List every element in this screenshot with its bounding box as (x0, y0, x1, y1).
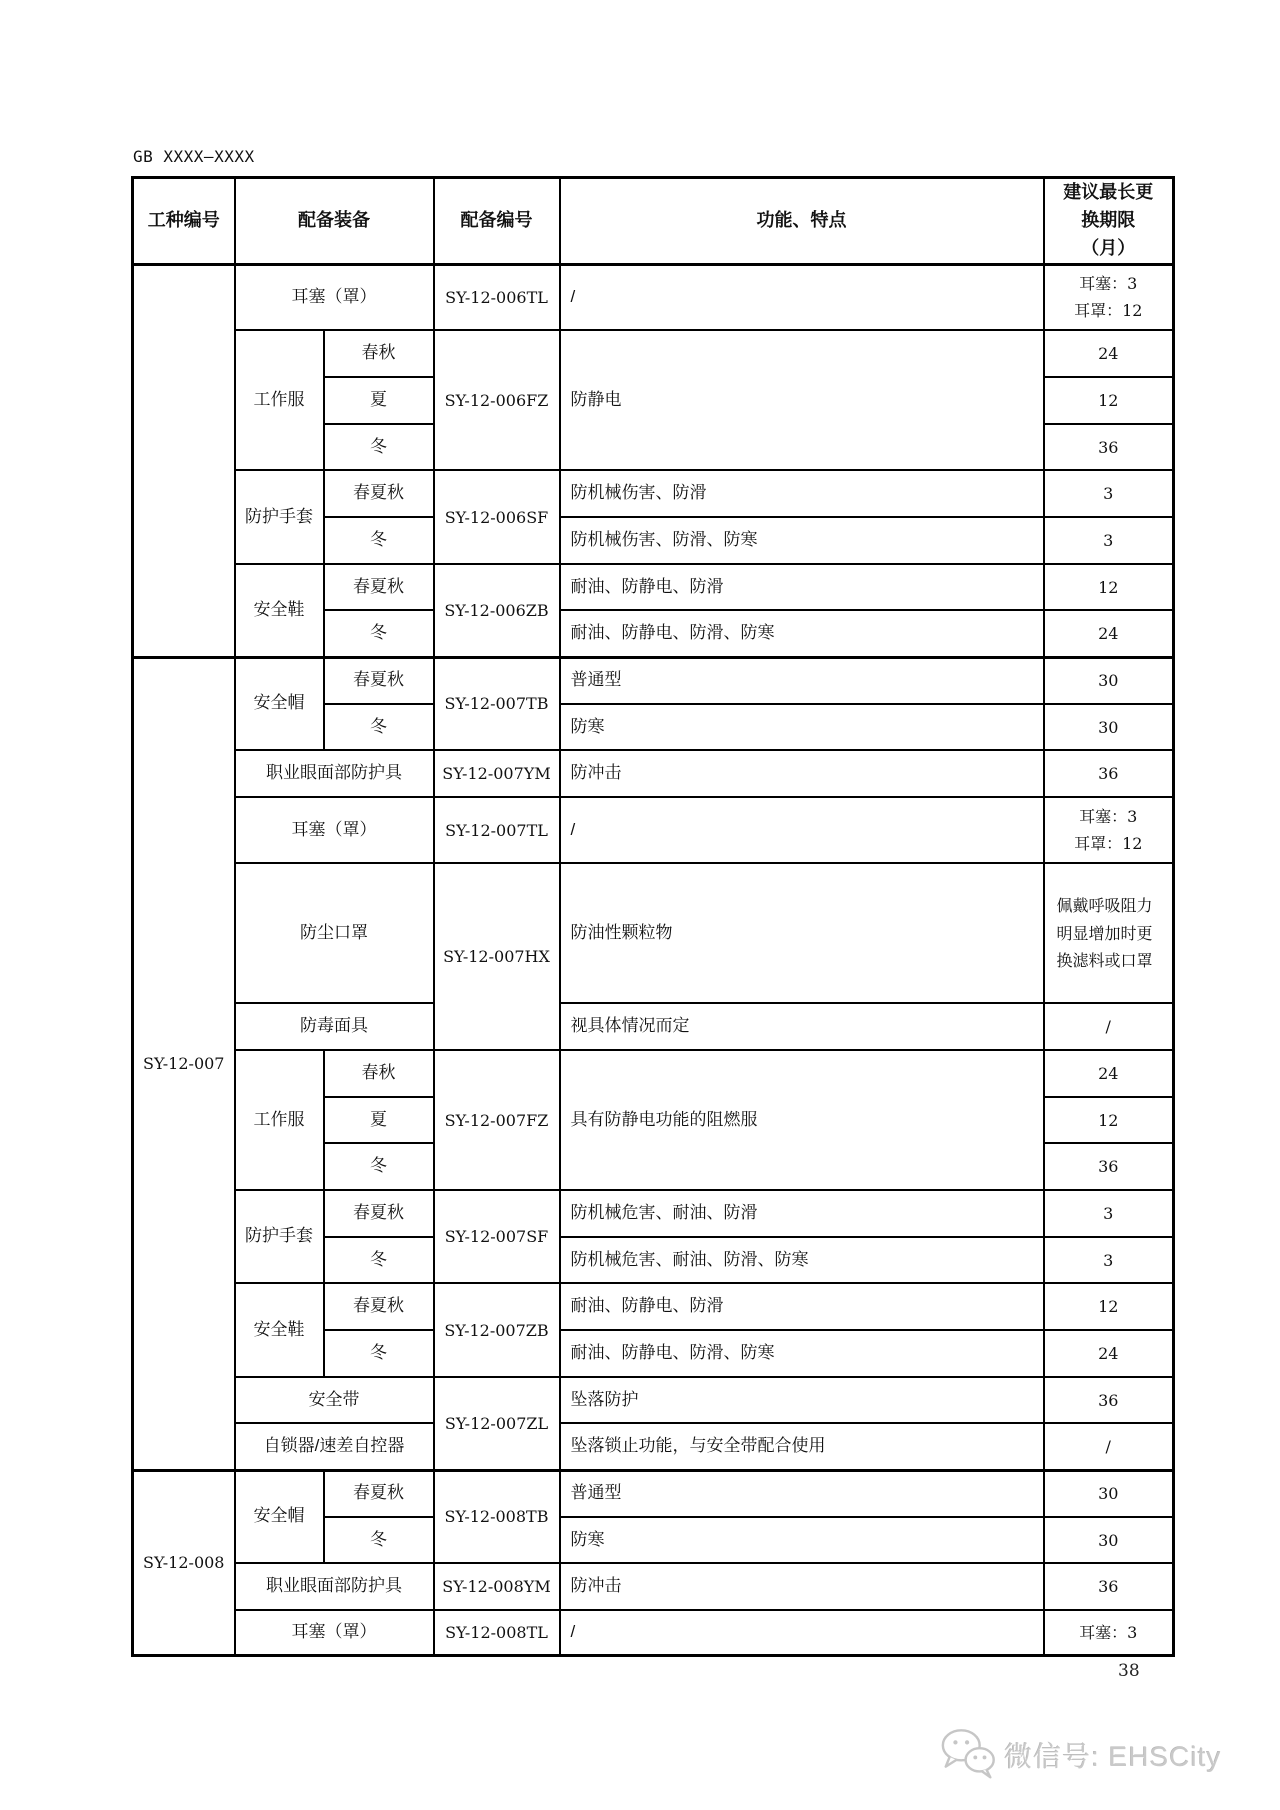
season-cell: 夏 (324, 1097, 434, 1143)
season-cell: 春秋 (324, 330, 434, 377)
features-cell: 坠落防护 (560, 1377, 1044, 1423)
period-cell: 36 (1044, 1377, 1174, 1423)
job-code-cell: SY-12-008 (133, 1470, 235, 1655)
code-cell: SY-12-007ZL (434, 1377, 560, 1470)
season-cell: 春秋 (324, 1050, 434, 1097)
features-cell: / (560, 264, 1044, 330)
features-cell: 普通型 (560, 657, 1044, 704)
features-cell: 坠落锁止功能，与安全带配合使用 (560, 1423, 1044, 1470)
code-cell: SY-12-007HX (434, 863, 560, 1050)
code-cell: SY-12-006ZB (434, 564, 560, 657)
features-cell: 耐油、防静电、防滑、防寒 (560, 610, 1044, 657)
period-cell: 30 (1044, 1470, 1174, 1517)
equipment-cell: 工作服 (235, 1050, 324, 1190)
table-body (133, 264, 1174, 1655)
season-cell: 春夏秋 (324, 1283, 434, 1330)
period-cell: 24 (1044, 610, 1174, 657)
season-cell: 春夏秋 (324, 564, 434, 610)
features-cell: 防机械危害、耐油、防滑、防寒 (560, 1237, 1044, 1283)
features-cell: 防静电 (560, 330, 1044, 470)
job-code-cell: SY-12-007 (133, 657, 235, 1470)
period-cell: 耳塞：3 耳罩：12 (1044, 797, 1174, 863)
season-cell: 夏 (324, 377, 434, 424)
season-cell: 春夏秋 (324, 657, 434, 704)
equipment-cell: 防护手套 (235, 470, 324, 564)
period-cell: 24 (1044, 1330, 1174, 1377)
page-number: 38 (1118, 1661, 1140, 1681)
code-cell: SY-12-007FZ (434, 1050, 560, 1190)
season-cell: 冬 (324, 1143, 434, 1190)
season-cell: 冬 (324, 517, 434, 564)
season-cell: 冬 (324, 1237, 434, 1283)
features-cell: 防冲击 (560, 750, 1044, 797)
period-cell: 12 (1044, 1283, 1174, 1330)
period-cell: 12 (1044, 1097, 1174, 1143)
features-cell: 耐油、防静电、防滑、防寒 (560, 1330, 1044, 1377)
equipment-cell: 耳塞（罩） (235, 264, 434, 330)
features-cell: 防寒 (560, 1517, 1044, 1563)
period-cell: 36 (1044, 1143, 1174, 1190)
period-cell: 36 (1044, 750, 1174, 797)
equipment-cell: 工作服 (235, 330, 324, 470)
code-cell: SY-12-008YM (434, 1563, 560, 1610)
season-cell: 冬 (324, 1330, 434, 1377)
features-cell: 防机械伤害、防滑、防寒 (560, 517, 1044, 564)
table-head (133, 178, 1174, 265)
header-features-cell: 功能、特点 (560, 178, 1044, 265)
code-cell: SY-12-007TL (434, 797, 560, 863)
watermark-text: 微信号: EHSCity (1004, 1741, 1222, 1772)
period-cell: 12 (1044, 377, 1174, 424)
code-cell: SY-12-006SF (434, 470, 560, 564)
equipment-cell: 安全帽 (235, 1470, 324, 1563)
period-cell: 3 (1044, 517, 1174, 564)
features-cell: 防寒 (560, 704, 1044, 750)
season-cell: 冬 (324, 610, 434, 657)
equipment-cell: 防护手套 (235, 1190, 324, 1283)
period-cell: 3 (1044, 470, 1174, 517)
season-cell: 冬 (324, 424, 434, 470)
features-cell: 视具体情况而定 (560, 1003, 1044, 1050)
equipment-cell: 防毒面具 (235, 1003, 434, 1050)
period-cell: 36 (1044, 424, 1174, 470)
equipment-cell: 耳塞（罩） (235, 797, 434, 863)
period-cell: 耳塞：3 (1044, 1610, 1174, 1655)
features-cell: / (560, 797, 1044, 863)
standard-doc-code: GB XXXX—XXXX (133, 147, 255, 166)
season-cell: 春夏秋 (324, 1190, 434, 1237)
period-cell: / (1044, 1423, 1174, 1470)
features-cell: 防机械伤害、防滑 (560, 470, 1044, 517)
code-cell: SY-12-006FZ (434, 330, 560, 470)
features-cell: 耐油、防静电、防滑 (560, 1283, 1044, 1330)
code-cell: SY-12-007TB (434, 657, 560, 750)
features-cell: 防机械危害、耐油、防滑 (560, 1190, 1044, 1237)
equipment-cell: 职业眼面部防护具 (235, 750, 434, 797)
period-cell: 3 (1044, 1190, 1174, 1237)
period-cell: 30 (1044, 704, 1174, 750)
equipment-cell: 安全鞋 (235, 564, 324, 657)
header-code-cell: 配备编号 (434, 178, 560, 265)
code-cell: SY-12-008TL (434, 1610, 560, 1655)
code-cell: SY-12-007SF (434, 1190, 560, 1283)
features-cell: 普通型 (560, 1470, 1044, 1517)
header-equipment-cell: 配备装备 (235, 178, 434, 265)
season-cell: 冬 (324, 704, 434, 750)
features-cell: 防冲击 (560, 1563, 1044, 1610)
features-cell: / (560, 1610, 1044, 1655)
equipment-cell: 安全鞋 (235, 1283, 324, 1377)
period-cell: 3 (1044, 1237, 1174, 1283)
ppe-table (131, 176, 1175, 1657)
equipment-cell: 防尘口罩 (235, 863, 434, 1003)
equipment-cell: 安全帽 (235, 657, 324, 750)
period-cell: 佩戴呼吸阻力明显增加时更换滤料或口罩 (1044, 863, 1174, 1003)
features-cell: 耐油、防静电、防滑 (560, 564, 1044, 610)
period-cell: 24 (1044, 330, 1174, 377)
code-cell: SY-12-006TL (434, 264, 560, 330)
header-job-code-cell: 工种编号 (133, 178, 235, 265)
wechat-icon (938, 1724, 1000, 1786)
equipment-cell: 自锁器/速差自控器 (235, 1423, 434, 1470)
season-cell: 春夏秋 (324, 1470, 434, 1517)
code-cell: SY-12-007ZB (434, 1283, 560, 1377)
code-cell: SY-12-008TB (434, 1470, 560, 1563)
period-cell: 24 (1044, 1050, 1174, 1097)
season-cell: 冬 (324, 1517, 434, 1563)
period-cell: 耳塞：3 耳罩：12 (1044, 264, 1174, 330)
features-cell: 防油性颗粒物 (560, 863, 1044, 1003)
period-cell: 30 (1044, 657, 1174, 704)
job-code-cell (133, 264, 235, 657)
equipment-cell: 安全带 (235, 1377, 434, 1423)
period-cell: 30 (1044, 1517, 1174, 1563)
season-cell: 春夏秋 (324, 470, 434, 517)
code-cell: SY-12-007YM (434, 750, 560, 797)
watermark (938, 1724, 1221, 1786)
features-cell: 具有防静电功能的阻燃服 (560, 1050, 1044, 1190)
period-cell: 12 (1044, 564, 1174, 610)
period-cell: 36 (1044, 1563, 1174, 1610)
equipment-cell: 耳塞（罩） (235, 1610, 434, 1655)
equipment-cell: 职业眼面部防护具 (235, 1563, 434, 1610)
period-cell: / (1044, 1003, 1174, 1050)
header-period-cell: 建议最长更换期限（月） (1044, 178, 1174, 265)
